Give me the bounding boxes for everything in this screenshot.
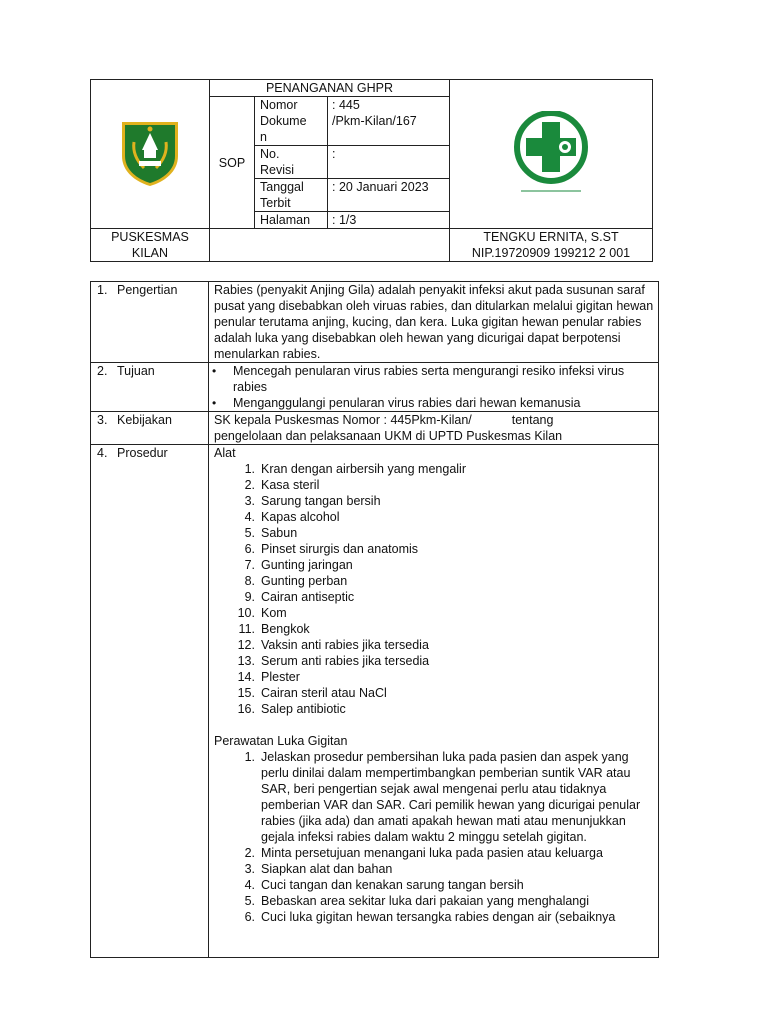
item-number: 2. — [244, 478, 255, 492]
section-kebijakan — [91, 412, 659, 445]
list-item — [214, 701, 654, 717]
item-number: 14. — [237, 670, 255, 684]
item-number: 2. — [244, 846, 255, 860]
item-number: 1. — [244, 462, 255, 476]
signer-nip: NIP.19720909 199212 2 001 — [471, 246, 631, 260]
nomor-dokumen-label: Nomor Dokume n — [255, 97, 328, 146]
section-label: 4. Prosedur — [91, 445, 209, 958]
list-item — [214, 845, 654, 861]
item-text: Gunting perban — [261, 574, 348, 588]
kebijakan-sk: SK kepala Puskesmas Nomor : 445Pkm-Kilan/ — [214, 413, 472, 427]
no-revisi-value: : — [328, 146, 450, 179]
puskesmas-cross-logo-icon — [513, 111, 589, 193]
alat-list — [214, 461, 654, 717]
list-item — [214, 877, 654, 893]
item-text: Cairan steril atau NaCl — [261, 686, 387, 700]
list-item — [214, 861, 654, 877]
list-item — [214, 493, 654, 509]
tanggal-terbit-label: Tanggal Terbit — [255, 179, 328, 212]
signer-name: TENGKU ERNITA, S.ST — [483, 230, 619, 244]
list-item — [214, 653, 654, 669]
item-text: Bebaskan area sekitar luka dari pakaian yang menghalangi — [261, 894, 589, 908]
item-text: Cuci tangan dan kenakan sarung tangan bersih — [261, 878, 524, 892]
item-number: 6. — [244, 910, 255, 924]
item-text: Kapas alcohol — [261, 510, 340, 524]
sop-header-table — [90, 79, 653, 262]
list-item — [214, 525, 654, 541]
nomor-dokumen-value: : 445 /Pkm-Kilan/167 — [328, 97, 450, 146]
item-number: 4. — [244, 878, 255, 892]
list-item — [214, 589, 654, 605]
item-number: 12. — [237, 638, 255, 652]
sop-label: SOP — [210, 97, 255, 229]
list-item — [214, 541, 654, 557]
item-number: 7. — [244, 558, 255, 572]
sop-content-table — [90, 281, 659, 958]
list-item — [214, 685, 654, 701]
halaman-value: : 1/3 — [328, 212, 450, 229]
left-logo-cell — [91, 80, 210, 229]
org-line-1: PUSKESMAS — [111, 230, 189, 244]
section-pengertian — [91, 282, 659, 363]
section-label: 1. Pengertian — [91, 282, 209, 363]
alat-heading: Alat — [214, 446, 236, 460]
section-tujuan — [91, 363, 659, 412]
item-text: Serum anti rabies jika tersedia — [261, 654, 430, 668]
empty-cell — [210, 229, 450, 262]
right-logo-cell — [450, 80, 653, 229]
item-text: Cairan antiseptic — [261, 590, 355, 604]
item-text: Salep antibiotic — [261, 702, 346, 716]
item-text: Kran dengan airbersih yang mengalir — [261, 462, 466, 476]
item-number: 9. — [244, 590, 255, 604]
list-item — [214, 461, 654, 477]
item-text: Sabun — [261, 526, 298, 540]
list-item — [214, 893, 654, 909]
list-item — [214, 605, 654, 621]
item-text: Kasa steril — [261, 478, 320, 492]
list-item — [214, 477, 654, 493]
list-item — [214, 669, 654, 685]
list-item: • Menganggulangi penularan virus rabies dari hewan kemanusia — [211, 395, 654, 411]
kebijakan-tentang: tentang — [511, 413, 554, 427]
list-item — [214, 637, 654, 653]
section-label: 3. Kebijakan — [91, 412, 209, 445]
org-line-2: KILAN — [131, 246, 169, 260]
section-label: 2. Tujuan — [91, 363, 209, 412]
section-prosedur — [91, 445, 659, 958]
item-number: 13. — [237, 654, 255, 668]
item-text: Siapkan alat dan bahan — [261, 862, 393, 876]
list-item: • Mencegah penularan virus rabies serta mengurangi resiko infeksi virus rabies — [211, 363, 654, 395]
list-item — [214, 573, 654, 589]
list-item — [214, 557, 654, 573]
organization-name — [91, 229, 210, 262]
list-item — [214, 621, 654, 637]
item-number: 10. — [237, 606, 255, 620]
item-text: Minta persetujuan menangani luka pada pasien atau keluarga — [261, 846, 603, 860]
no-revisi-label: No. Revisi — [255, 146, 328, 179]
item-number: 4. — [244, 510, 255, 524]
item-text: Vaksin anti rabies jika tersedia — [261, 638, 429, 652]
list-item — [214, 749, 654, 845]
item-number: 1. — [244, 750, 255, 764]
halaman-label: Halaman — [255, 212, 328, 229]
item-number: 15. — [237, 686, 255, 700]
item-text: Bengkok — [261, 622, 310, 636]
perawatan-heading: Perawatan Luka Gigitan — [214, 734, 348, 748]
document-title: PENANGANAN GHPR — [210, 80, 450, 97]
item-number: 8. — [244, 574, 255, 588]
perawatan-list — [214, 749, 654, 957]
tanggal-terbit-value: : 20 Januari 2023 — [328, 179, 450, 212]
item-number: 5. — [244, 526, 255, 540]
item-number: 3. — [244, 494, 255, 508]
pengertian-text: Rabies (penyakit Anjing Gila) adalah penyakit infeksi akut pada susunan saraf pusat yang disebabkan oleh viruas rabies, dan ditularkan melalui gigitan hewan penular terutama anjing, kucing, dan kera. Luka gigitan hewan penular rabies adalah luka yang disebabkan oleh hewan yang dicurigai dapat berpotensi menularkan rabies. — [209, 282, 659, 363]
kebijakan-line-2: pengelolaan dan pelaksanaan UKM di UPTD Puskesmas Kilan — [214, 429, 563, 443]
item-number: 16. — [237, 702, 255, 716]
list-item — [214, 909, 654, 925]
item-text: Gunting jaringan — [261, 558, 353, 572]
item-text: Jelaskan prosedur pembersihan luka pada pasien dan aspek yang perlu dinilai dalam mempertimbangkan pemberian suntik VAR atau SAR, beri pengertian sejak awal mengenai perlu atau tidaknya pemberian VAR dan SAR. Cari pemilik hewan yang dicurigai penular rabies (jika ada) dan amati apakah hewan mati atau menunjukkan gejala infeksi rabies dalam waktu 2 minggu setelah gigitan. — [261, 750, 641, 844]
item-text: Kom — [261, 606, 287, 620]
item-number: 5. — [244, 894, 255, 908]
item-text: Cuci luka gigitan hewan tersangka rabies dengan air (sebaiknya — [261, 910, 616, 924]
item-text: Plester — [261, 670, 300, 684]
tujuan-list — [211, 363, 654, 411]
item-number: 6. — [244, 542, 255, 556]
item-number: 3. — [244, 862, 255, 876]
regional-emblem-icon — [114, 116, 186, 188]
signer-block — [450, 229, 653, 262]
item-text: Sarung tangan bersih — [261, 494, 381, 508]
item-text: Pinset sirurgis dan anatomis — [261, 542, 419, 556]
item-number: 11. — [238, 622, 255, 636]
list-item — [214, 509, 654, 525]
